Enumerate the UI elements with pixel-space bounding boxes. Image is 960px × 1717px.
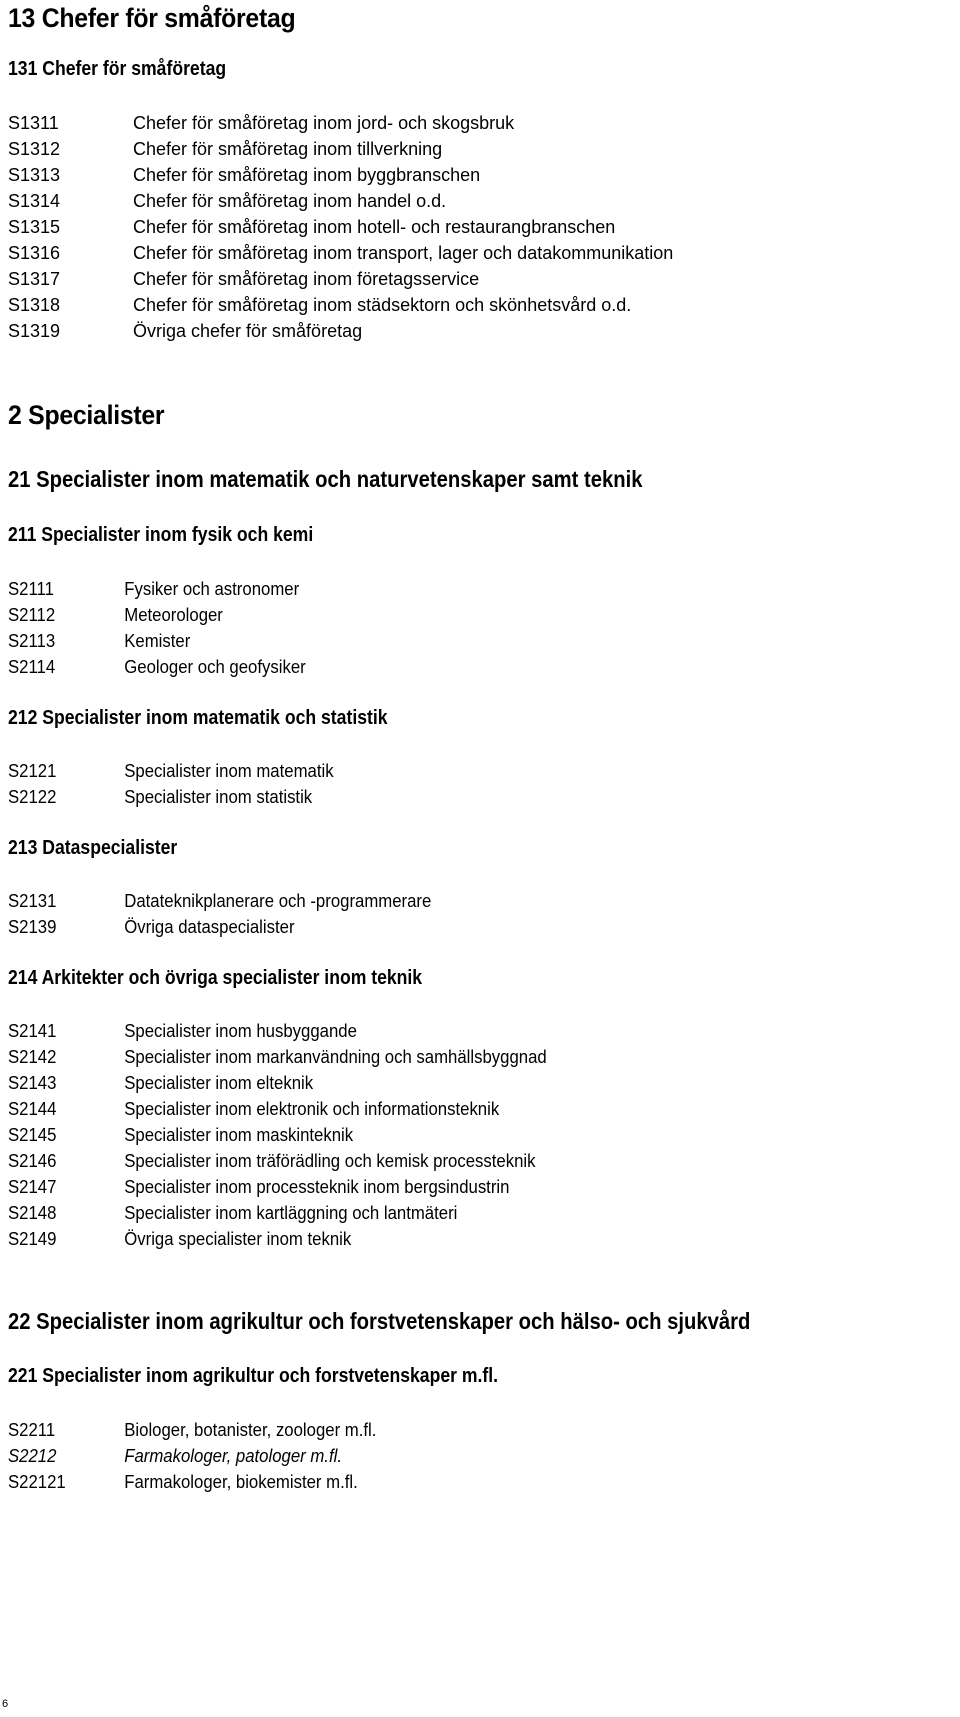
group-211-heading: 211 Specialister inom fysik och kemi — [8, 524, 314, 546]
subsection-21-heading: 21 Specialister inom matematik och naturvetenskaper samt teknik — [8, 466, 643, 492]
group-214-heading: 214 Arkitekter och övriga specialister inom teknik — [8, 967, 423, 989]
subsection-22-heading: 22 Specialister inom agrikultur och forstvetenskaper och hälso- och sjukvård — [8, 1308, 751, 1334]
page-number: 6 — [2, 1698, 9, 1710]
section-2-heading: 2 Specialister — [8, 400, 165, 430]
group-212-heading: 212 Specialister inom matematik och statistik — [8, 707, 388, 729]
group-213-heading: 213 Dataspecialister — [8, 837, 178, 859]
group-131-heading: 131 Chefer för småföretag — [8, 58, 227, 80]
section-13-heading: 13 Chefer för småföretag — [8, 3, 296, 33]
group-221-heading: 221 Specialister inom agrikultur och forstvetenskaper m.fl. — [8, 1365, 499, 1387]
